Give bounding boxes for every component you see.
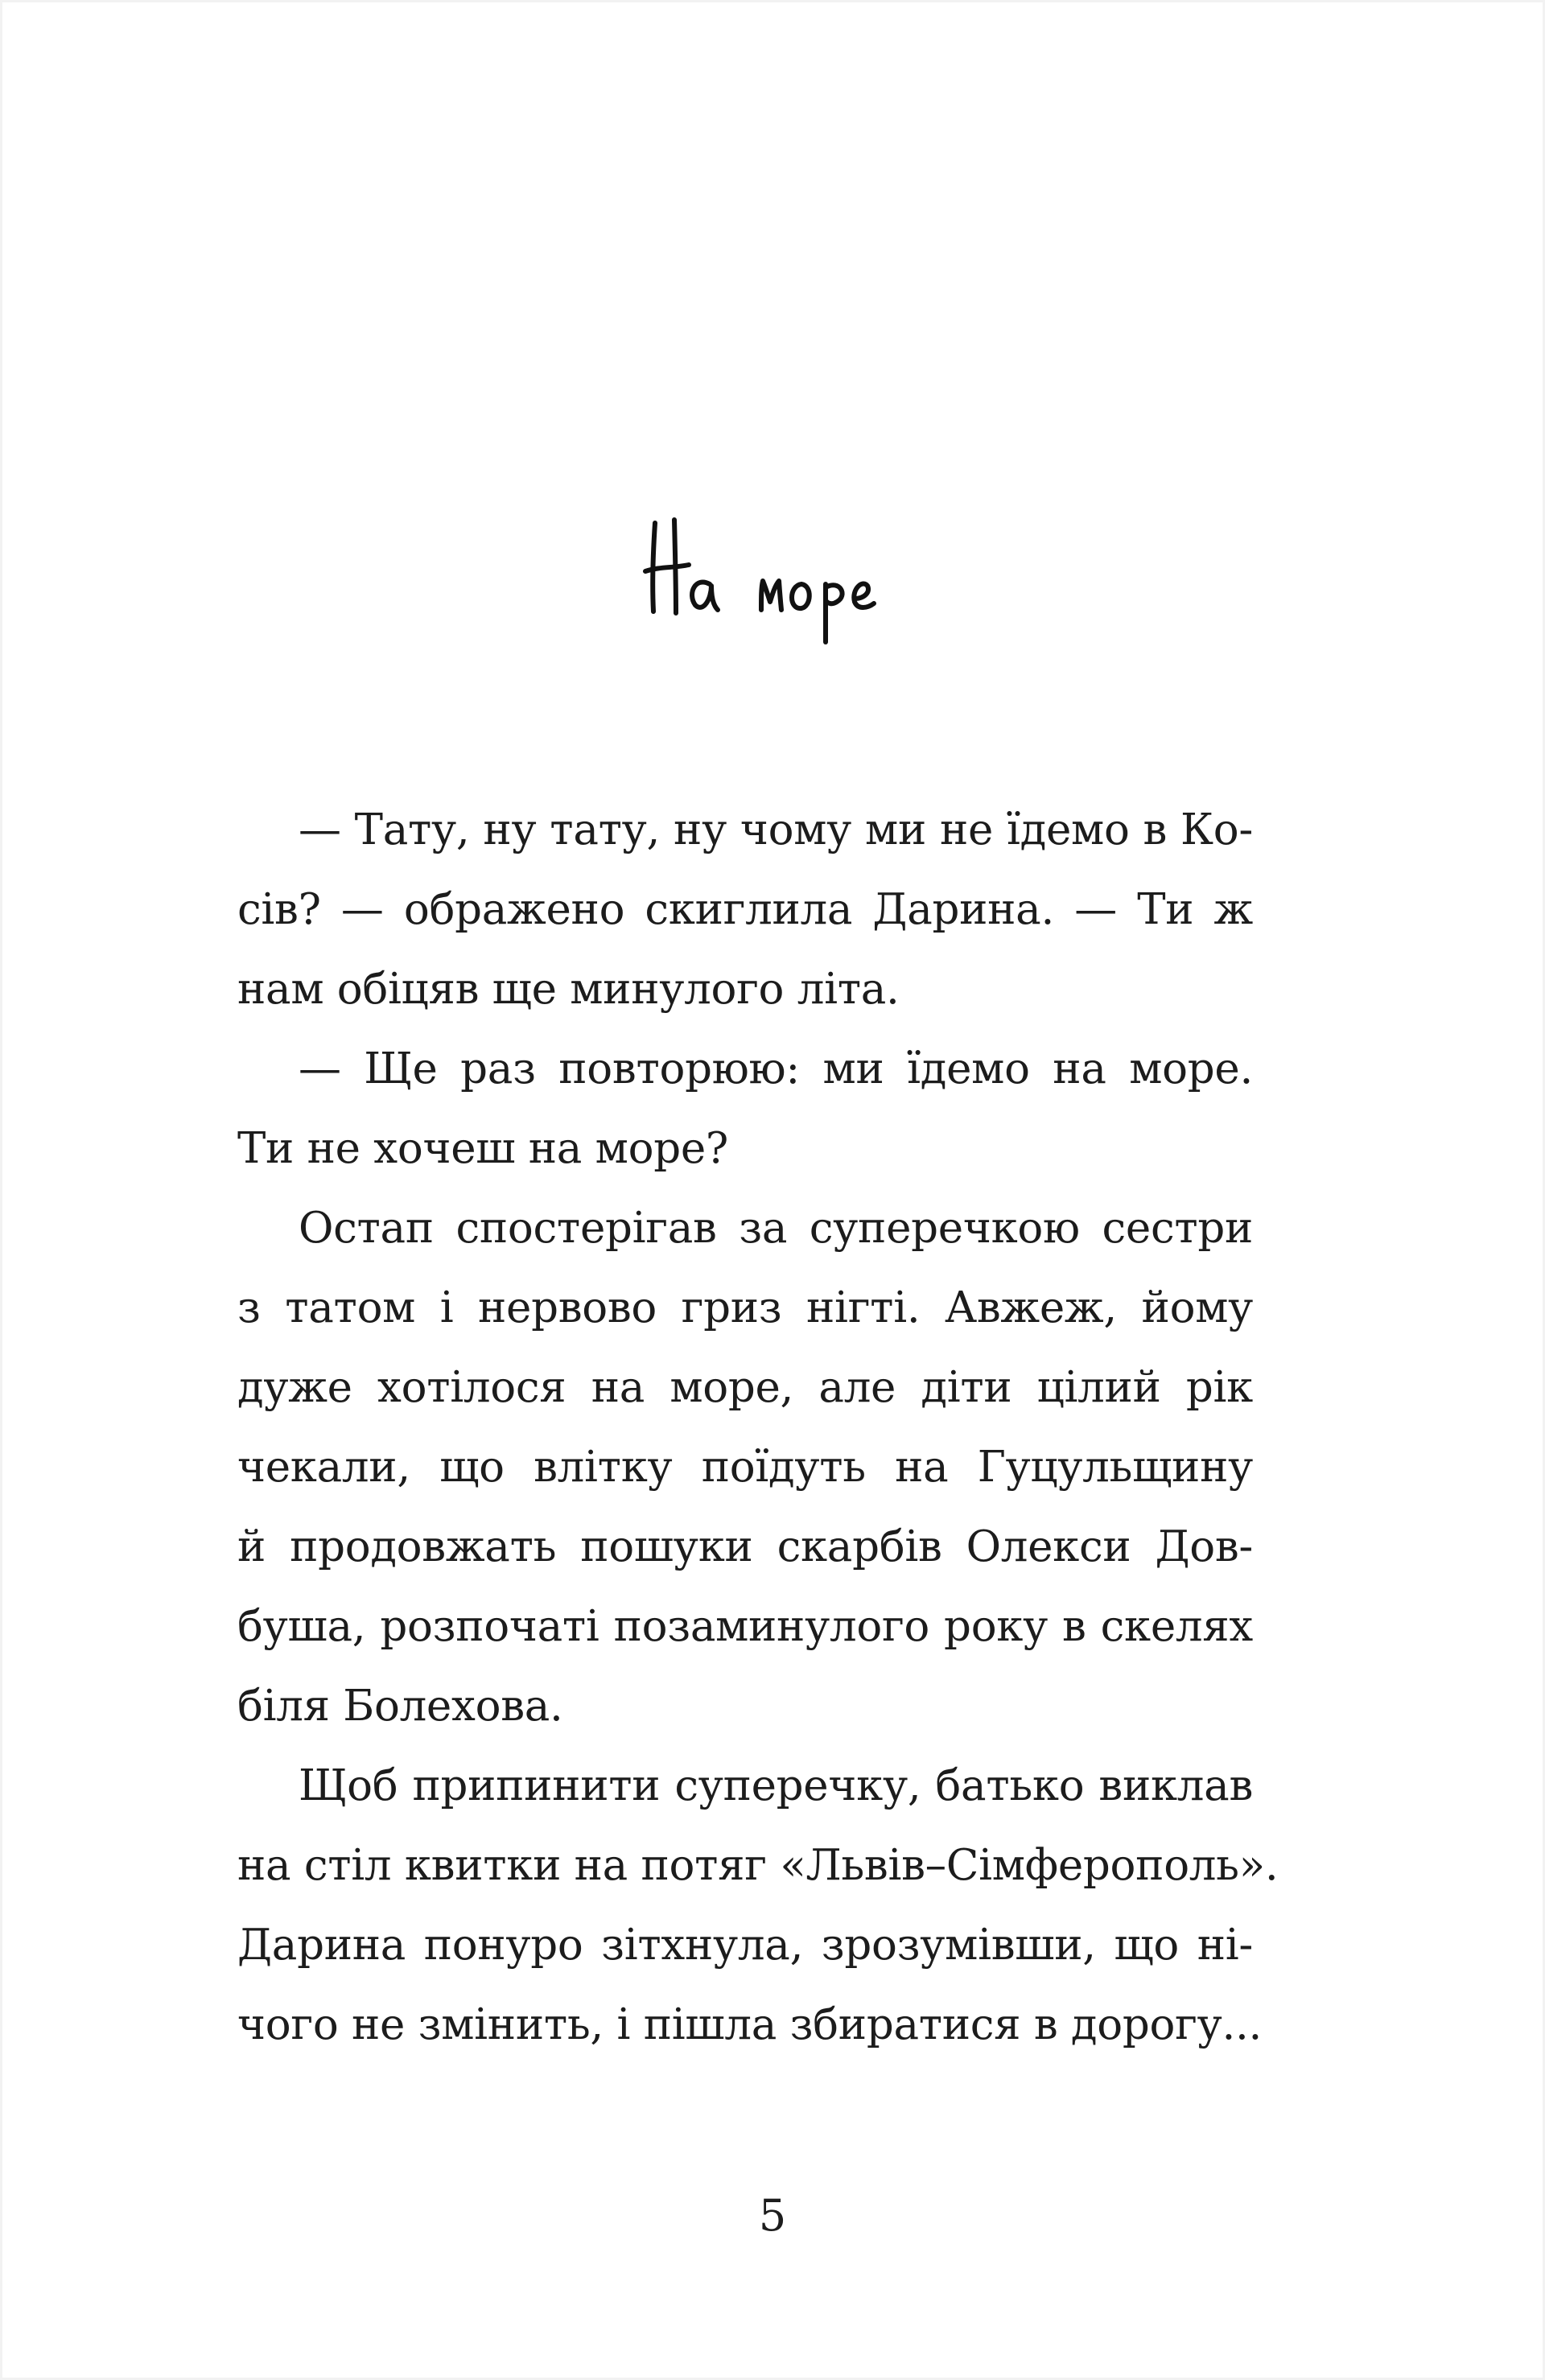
chapter-title: [0, 515, 1545, 656]
page-number: 5: [758, 2190, 787, 2241]
text-line: на стіл квитки на потяг «Львів–Сімферополь».: [237, 1841, 1279, 1890]
text-line: Щоб припинити суперечку, батько виклав: [299, 1761, 1253, 1810]
handwritten-title-graphic: [636, 515, 909, 652]
text-line: — Тату, ну тату, ну чому ми не їдемо в Ко-: [299, 805, 1253, 854]
text-line: нам обіцяв ще минулого літа.: [237, 965, 900, 1014]
text-line: Ти не хочеш на море?: [237, 1124, 728, 1173]
text-line: й продовжать пошуки скарбів Олекси Дов-: [237, 1522, 1253, 1571]
text-line: біля Болехова.: [237, 1682, 563, 1731]
text-line: з татом і нервово гриз нігті. Авжеж, йому: [237, 1283, 1253, 1332]
text-line: Остап спостерігав за суперечкою сестри: [299, 1204, 1253, 1253]
chapter-body: [237, 790, 1279, 2065]
text-line: буша, розпочаті позаминулого року в скелях: [237, 1602, 1253, 1651]
text-line: сів? — ображено скиглила Дарина. — Ти ж: [237, 885, 1253, 934]
text-line: — Ще раз повторюю: ми їдемо на море.: [299, 1044, 1253, 1093]
text-line: Дарина понуро зітхнула, зрозумівши, що ні-: [237, 1921, 1253, 1970]
text-line: чого не змінить, і пішла збиратися в дорогу...: [237, 2000, 1263, 2049]
text-line: чекали, що влітку поїдуть на Гуцульщину: [237, 1443, 1253, 1492]
text-line: дуже хотілося на море, але діти цілий рік: [237, 1363, 1253, 1412]
